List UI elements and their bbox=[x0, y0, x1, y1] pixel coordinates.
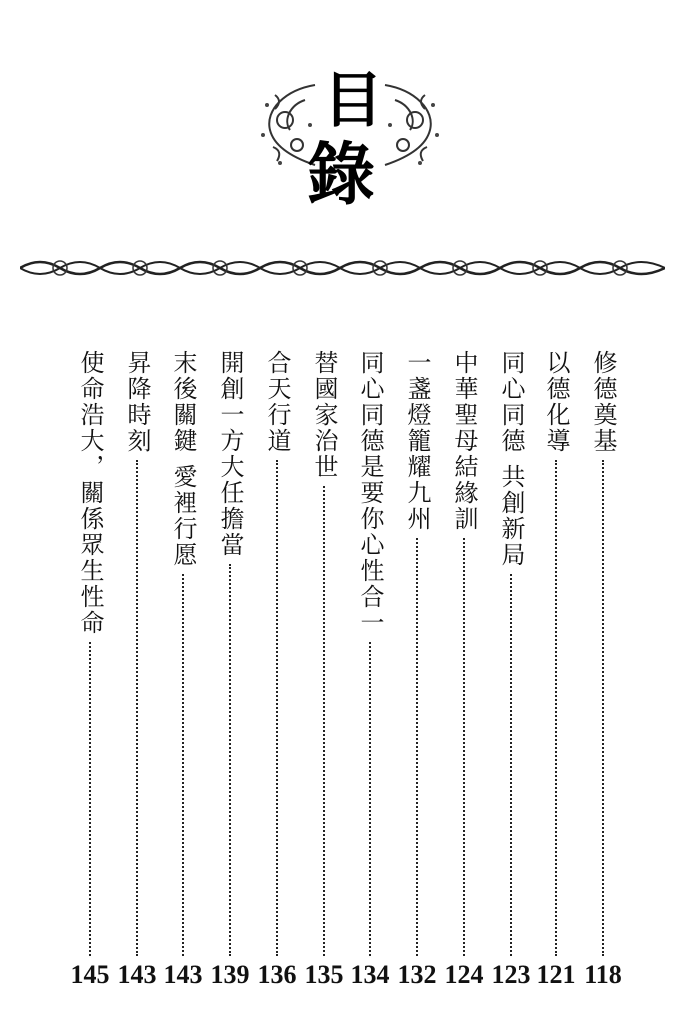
page-number: 124 bbox=[444, 960, 484, 989]
entry-title: 昇降時刻 bbox=[123, 350, 151, 454]
dot-leader bbox=[276, 460, 278, 956]
toc-entry[interactable] bbox=[585, 350, 621, 960]
dot-leader bbox=[602, 460, 604, 956]
toc-entry[interactable] bbox=[493, 350, 529, 960]
entry-title: 一盞燈籠耀九州 bbox=[403, 350, 431, 532]
page-number: 143 bbox=[117, 960, 157, 989]
toc-entry[interactable] bbox=[538, 350, 574, 960]
entry-title: 替國家治世 bbox=[310, 350, 338, 480]
entry-title: 以德化導 bbox=[542, 350, 570, 454]
toc-entry[interactable] bbox=[212, 350, 248, 960]
dot-leader bbox=[416, 538, 418, 956]
page-number: 123 bbox=[491, 960, 531, 989]
entry-title: 修德奠基 bbox=[589, 350, 617, 454]
toc-entry[interactable] bbox=[306, 350, 342, 960]
floral-ornament-right-icon bbox=[375, 75, 445, 175]
dot-leader bbox=[89, 642, 91, 956]
toc-title bbox=[255, 55, 445, 215]
page-number: 135 bbox=[304, 960, 344, 989]
page-number: 139 bbox=[210, 960, 250, 989]
entry-title: 使命浩大，關係眾生性命 bbox=[76, 350, 104, 636]
page-number: 132 bbox=[397, 960, 437, 989]
entry-title: 中華聖母結緣訓 bbox=[450, 350, 478, 532]
toc-entry[interactable] bbox=[259, 350, 295, 960]
toc-entry[interactable] bbox=[352, 350, 388, 960]
dot-leader bbox=[369, 642, 371, 956]
dot-leader bbox=[510, 574, 512, 956]
entry-title: 末後關鍵 bbox=[169, 350, 197, 454]
dot-leader bbox=[463, 538, 465, 956]
floral-divider-icon bbox=[20, 250, 665, 286]
toc-entry[interactable] bbox=[446, 350, 482, 960]
toc-entry[interactable] bbox=[399, 350, 435, 960]
entry-title: 合天行道 bbox=[263, 350, 291, 454]
entry-subtitle: 愛裡行愿 bbox=[169, 464, 197, 568]
dot-leader bbox=[182, 574, 184, 956]
toc-entry[interactable] bbox=[72, 350, 108, 960]
entry-subtitle: 共創新局 bbox=[497, 464, 525, 568]
title-char-lu: 錄 bbox=[307, 136, 376, 215]
dot-leader bbox=[229, 564, 231, 956]
dot-leader bbox=[555, 460, 557, 956]
title-char-mu: 目 bbox=[323, 66, 383, 136]
dot-leader bbox=[136, 460, 138, 956]
page-number: 118 bbox=[584, 960, 622, 989]
page-number: 134 bbox=[350, 960, 390, 989]
page-number: 121 bbox=[536, 960, 576, 989]
toc-entry[interactable] bbox=[119, 350, 155, 960]
toc-entry[interactable] bbox=[165, 350, 201, 960]
entry-title: 同心同德 bbox=[497, 350, 525, 454]
page-number: 145 bbox=[70, 960, 110, 989]
dot-leader bbox=[323, 486, 325, 956]
entry-title: 開創一方大任擔當 bbox=[216, 350, 244, 558]
entry-title: 同心同德是要你心性合一 bbox=[356, 350, 384, 636]
page-number: 143 bbox=[163, 960, 203, 989]
page-number: 136 bbox=[257, 960, 297, 989]
